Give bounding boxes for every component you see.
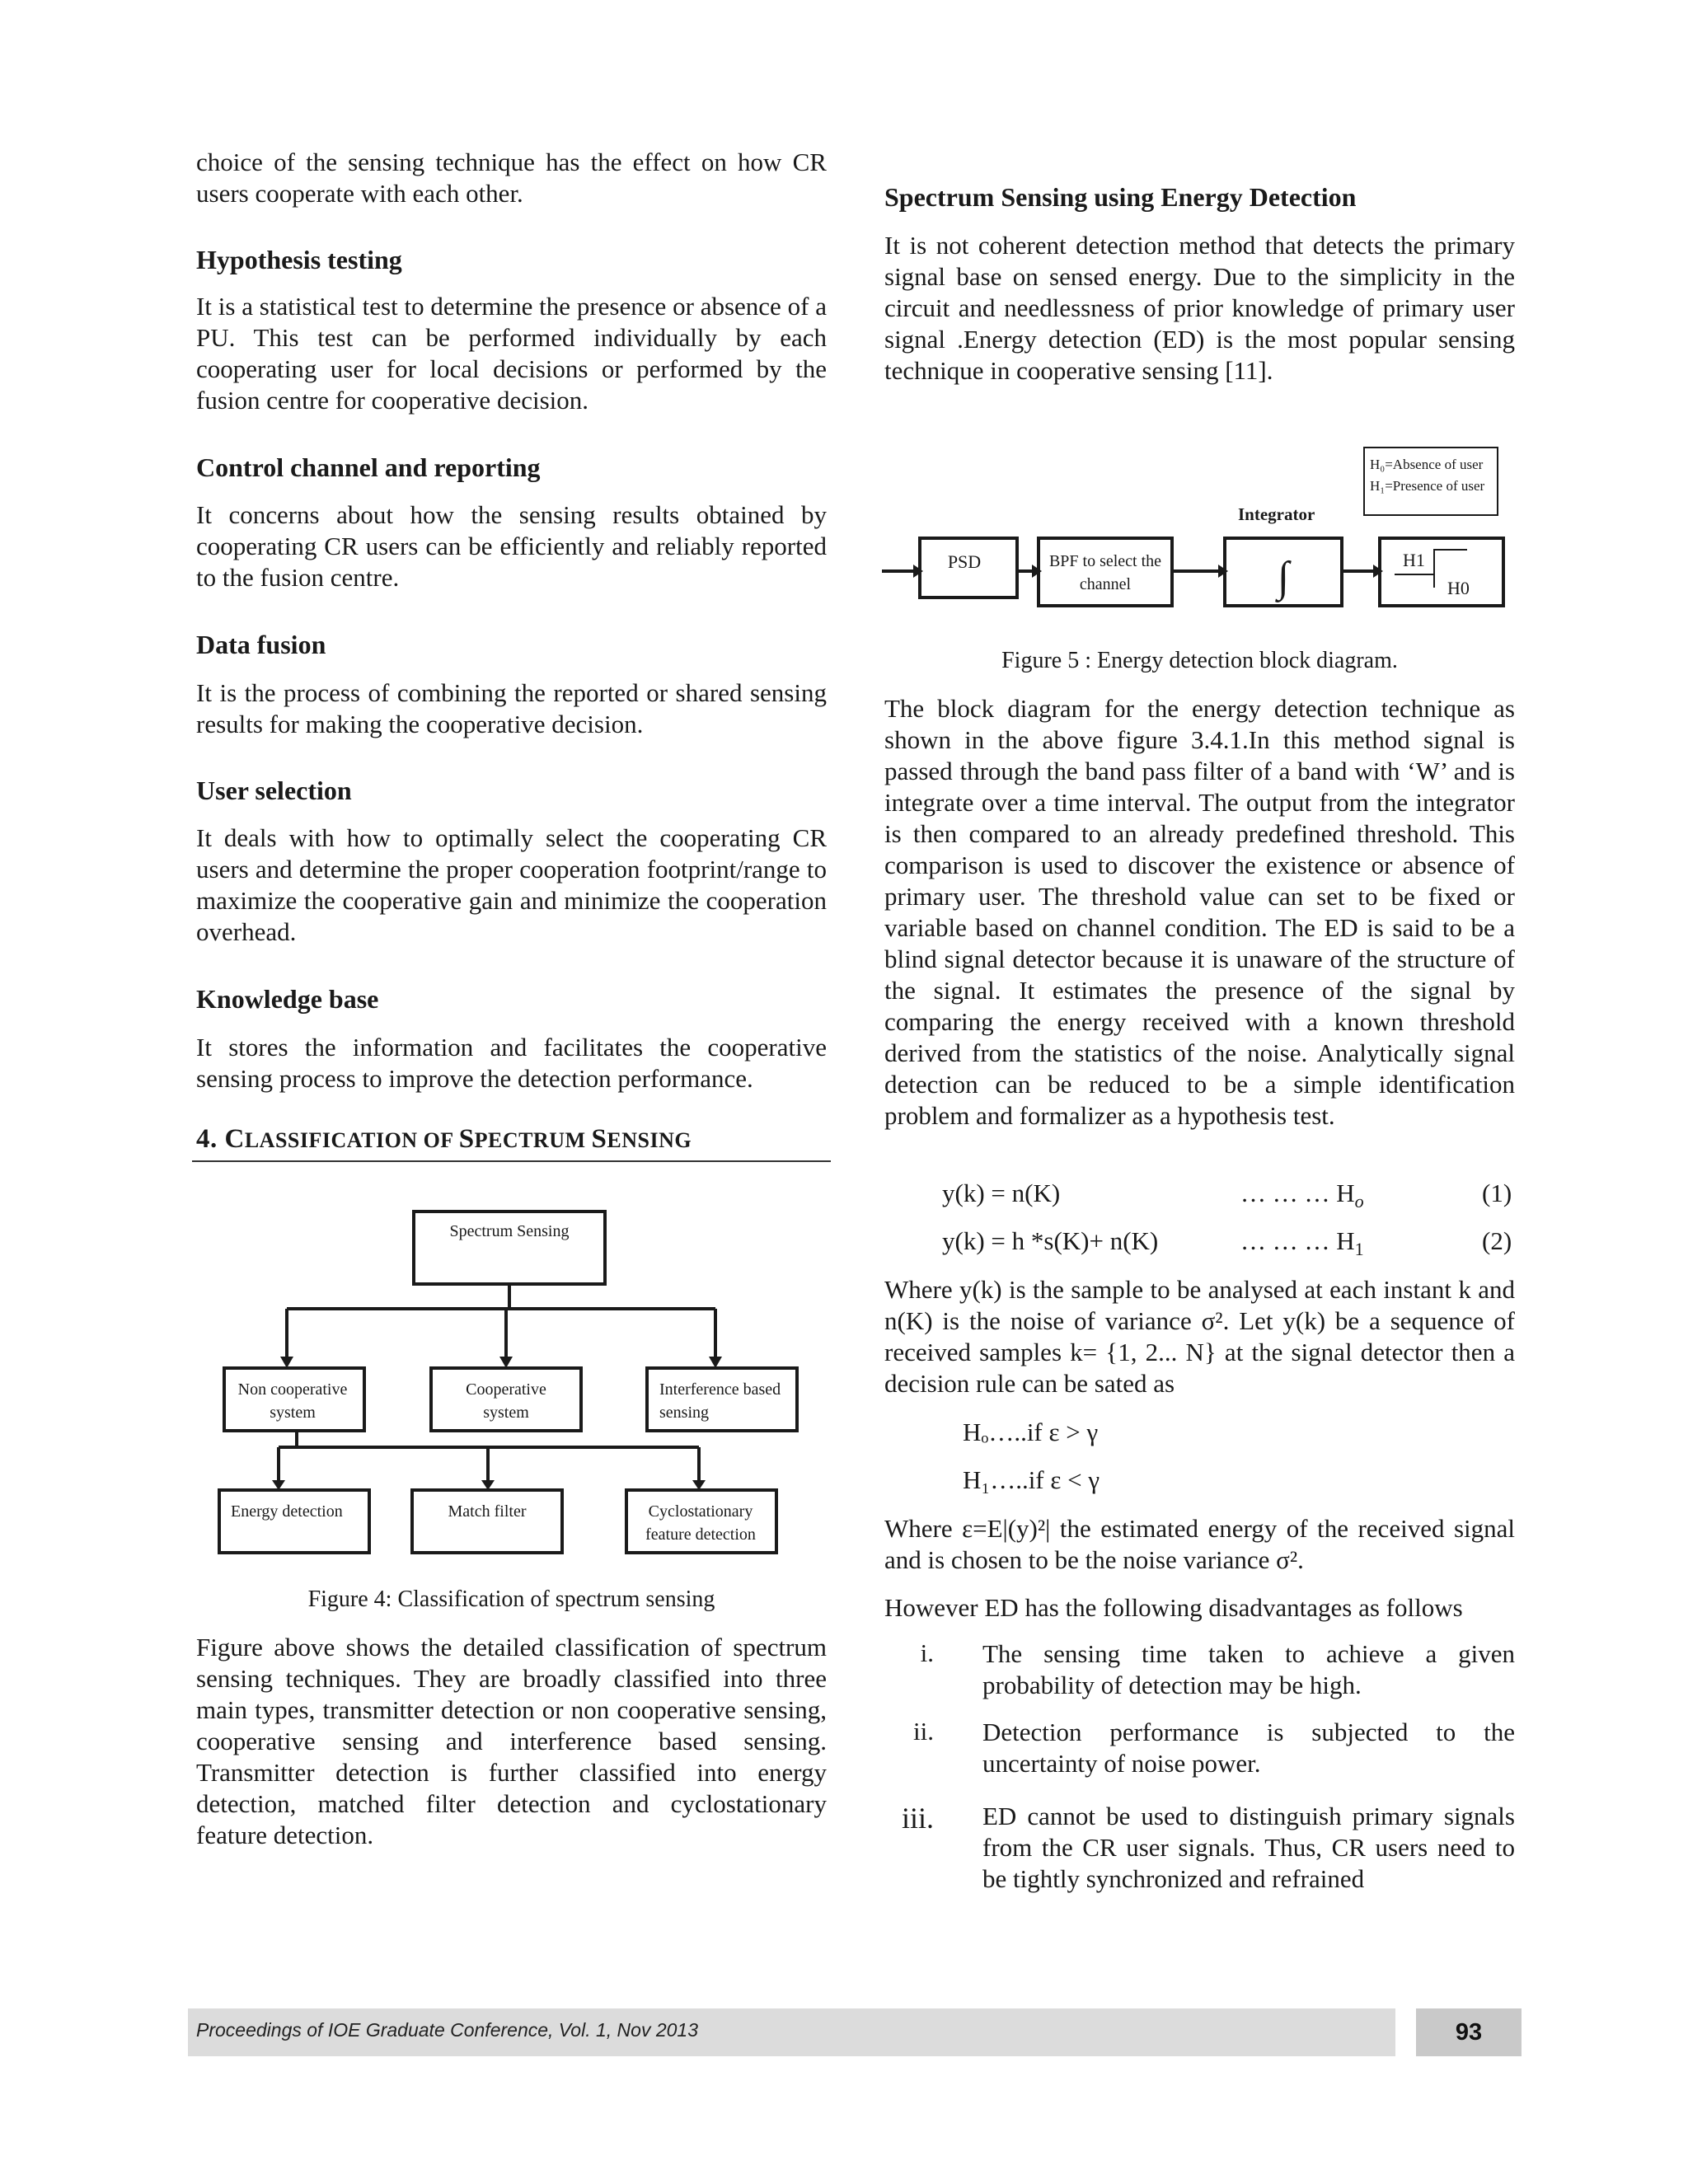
list-item-1: The sensing time taken to achieve a given probability of detection may be high. bbox=[982, 1639, 1515, 1699]
legend-h0: H₀=Absence of user bbox=[1370, 457, 1484, 472]
intro-paragraph: choice of the sensing technique has the effect on how CR users cooperate with each other. bbox=[196, 148, 827, 208]
paragraph-energy-detection-intro: It is not coherent detection method that detects the primary signal base on sensed energy. Due to the simplicity in the circuit and needlessness of prior knowledge of primary user signal .Energy detection (ED) is the most popular sensing technique in cooperative sensing [11]. bbox=[884, 231, 1515, 385]
figure4-caption: Figure 4: Classification of spectrum sensing bbox=[307, 1586, 715, 1612]
legend-h1: H₁=Presence of user bbox=[1370, 478, 1485, 494]
paragraph-where-energy: Where ε=E|(y)²| the estimated energy of the received signal and is chosen to be the noise variance σ². bbox=[884, 1514, 1515, 1574]
section-heading-rule bbox=[192, 1160, 831, 1162]
paragraph-control-channel: It concerns about how the sensing results obtained by cooperating CR users can be efficiently and reliably reported to the fusion centre. bbox=[196, 500, 827, 592]
list-marker-2: ii. bbox=[913, 1717, 934, 1746]
node-cyclostationary-line1: Cyclostationary bbox=[648, 1502, 753, 1521]
heading-data-fusion: Data fusion bbox=[196, 630, 326, 659]
box-energy-detection bbox=[219, 1490, 369, 1553]
node-interference-line2: sensing bbox=[659, 1404, 709, 1422]
footer-proceedings: Proceedings of IOE Graduate Conference, Vol. 1, Nov 2013 bbox=[196, 2019, 699, 2041]
equation-1-lhs: y(k) = n(K) bbox=[942, 1179, 1061, 1207]
section-heading-classification: 4. CLASSIFICATION OF SPECTRUM SENSING bbox=[196, 1124, 692, 1154]
equation-2-condition: … … … $H_1$ bbox=[1240, 1226, 1364, 1260]
equation-2-lhs: y(k) = h *s(K)+ n(K) bbox=[942, 1226, 1159, 1255]
node-spectrum-sensing: Spectrum Sensing bbox=[449, 1222, 570, 1240]
page-number: 93 bbox=[1416, 2008, 1522, 2056]
node-non-cooperative-line1: Non cooperative bbox=[237, 1380, 348, 1399]
paragraph-user-selection: It deals with how to optimally select the cooperating CR users and determine the proper cooperation footprint/range to maximize the cooperative gain and minimize the cooperation overhead. bbox=[196, 823, 827, 946]
bpf-label-line1: BPF to select the bbox=[1048, 552, 1162, 570]
node-non-cooperative-line2: system bbox=[270, 1404, 316, 1422]
psd-label: PSD bbox=[947, 551, 982, 572]
heading-control-channel: Control channel and reporting bbox=[196, 452, 541, 482]
node-match-filter: Match filter bbox=[448, 1502, 527, 1521]
block-bpf bbox=[1039, 538, 1172, 606]
threshold-h0: H0 bbox=[1447, 578, 1470, 598]
integral-symbol: ∫ bbox=[1277, 554, 1290, 601]
equation-1-condition: … … … $H_o$ bbox=[1240, 1179, 1364, 1212]
threshold-h1: H1 bbox=[1403, 550, 1425, 570]
equation-2-number: (2) bbox=[1482, 1226, 1512, 1255]
decision-rule-h1: H₁…..if ε < γ bbox=[963, 1465, 1100, 1494]
integrator-label: Integrator bbox=[1238, 504, 1315, 524]
list-marker-3: iii. bbox=[901, 1802, 934, 1835]
block-threshold bbox=[1380, 538, 1503, 606]
figure4-classification-diagram bbox=[190, 1195, 832, 1566]
paragraph-data-fusion: It is the process of combining the reported or shared sensing results for making the cooperative decision. bbox=[196, 678, 827, 738]
heading-hypothesis-testing: Hypothesis testing bbox=[196, 245, 402, 274]
paragraph-where-sample: Where y(k) is the sample to be analysed at each instant k and n(K) is the noise of variance σ². Let y(k) be a sequence of received samples k= {1, 2... N} at the signal detector then a decision rule can be sated as bbox=[884, 1275, 1515, 1398]
heading-knowledge-base: Knowledge base bbox=[196, 984, 379, 1014]
decision-rule-h0: Hₒ…..if ε > γ bbox=[963, 1418, 1099, 1446]
list-item-3: ED cannot be used to distinguish primary signals from the CR user signals. Thus, CR users need to be tightly synchronized and refrained bbox=[982, 1802, 1515, 1893]
box-match-filter bbox=[412, 1490, 562, 1553]
figure5-block-diagram bbox=[882, 441, 1525, 622]
node-cooperative-line1: Cooperative bbox=[466, 1380, 546, 1399]
node-interference-line1: Interference based bbox=[659, 1380, 781, 1399]
paragraph-knowledge-base: It stores the information and facilitates the cooperative sensing process to improve the detection performance. bbox=[196, 1033, 827, 1093]
figure5-caption: Figure 5 : Energy detection block diagram. bbox=[1001, 648, 1398, 673]
paragraph-hypothesis-testing: It is a statistical test to determine the presence or absence of a PU. This test can be performed individually by each cooperating user for local decisions or performed by the fusion centre for cooperative decision. bbox=[196, 292, 827, 415]
paragraph-after-figure4: Figure above shows the detailed classification of spectrum sensing techniques. They are broadly classified into three main types, transmitter detection or non cooperative sensing, cooperative sensing and interference based sensing. Transmitter detection is further classified into energy detection, matched filter detection and cyclostationary feature detection. bbox=[196, 1633, 827, 1849]
heading-user-selection: User selection bbox=[196, 776, 352, 805]
paragraph-disadvantages-intro: However ED has the following disadvantages as follows bbox=[884, 1593, 1463, 1622]
equation-1-number: (1) bbox=[1482, 1179, 1512, 1207]
list-marker-1: i. bbox=[920, 1638, 934, 1667]
node-energy-detection: Energy detection bbox=[231, 1502, 343, 1521]
paragraph-block-diagram-explanation: The block diagram for the energy detection technique as shown in the above figure 3.4.1.In this method signal is passed through the band pass filter of a band with ‘W’ and is integrate over a time interval. The output from the integrator is then compared to an already predefined threshold. This comparison is used to discover the existence or absence of primary user. The threshold value can set to be fixed or variable based on channel condition. The ED is said to be a blind signal detector because it is unaware of the structure of the signal. It estimates the presence of the signal by comparing the energy received with a known threshold derived from the statistics of the noise. Analytically signal detection can be reduced to be a simple identification problem and formalizer as a hypothesis test. bbox=[884, 694, 1515, 1130]
bpf-label-line2: channel bbox=[1079, 575, 1132, 593]
node-cyclostationary-line2: feature detection bbox=[645, 1526, 756, 1544]
node-cooperative-line2: system bbox=[483, 1404, 529, 1422]
list-item-2: Detection performance is subjected to the uncertainty of noise power. bbox=[982, 1718, 1515, 1778]
heading-energy-detection: Spectrum Sensing using Energy Detection bbox=[884, 182, 1357, 212]
